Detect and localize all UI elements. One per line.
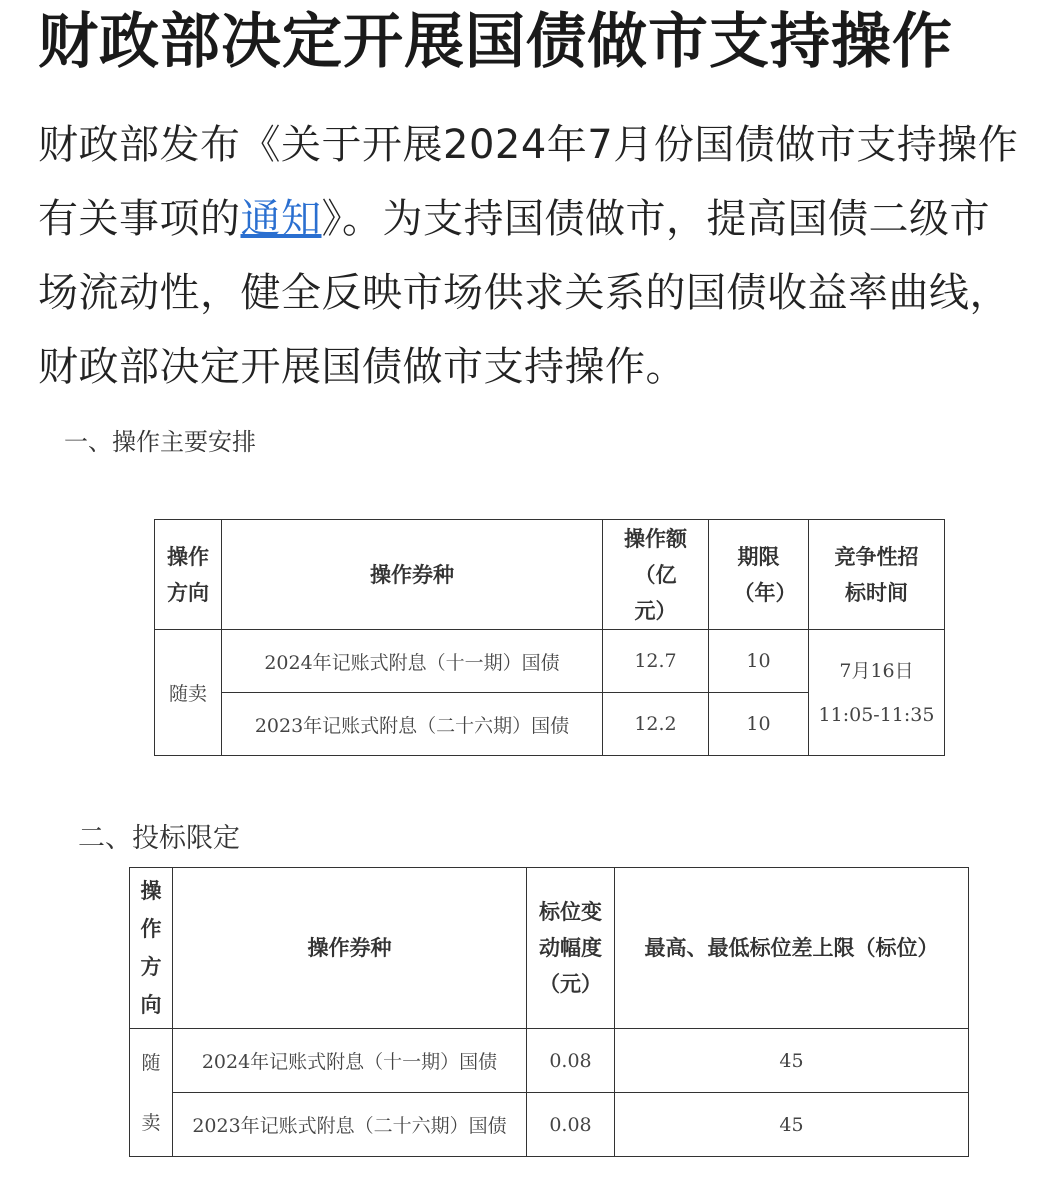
header-amount: 操作额（亿元） xyxy=(603,520,709,630)
cell-step: 0.08 xyxy=(527,1029,615,1093)
header-step: 标位变动幅度（元） xyxy=(527,868,615,1029)
header-time: 竞争性招标时间 xyxy=(809,520,945,630)
paragraph-text-start: 财政部发布《关于开展2024年7月份国债做市支持操作有关事项的 xyxy=(38,122,1019,242)
cell-bond: 2024年记账式附息（十一期）国债 xyxy=(222,630,603,693)
header-direction: 操作方向 xyxy=(155,520,222,630)
cell-bond: 2024年记账式附息（十一期）国债 xyxy=(173,1029,527,1093)
cell-amount: 12.7 xyxy=(603,630,709,693)
header-bond: 操作券种 xyxy=(173,868,527,1029)
article-title: 财政部决定开展国债做市支持操作 xyxy=(38,7,953,77)
header-bond: 操作券种 xyxy=(222,520,603,630)
bid-limits-table xyxy=(129,867,969,1157)
notice-link[interactable]: 通知 xyxy=(240,196,322,242)
table-row xyxy=(155,630,945,693)
table-header-row xyxy=(130,868,969,1029)
table-row xyxy=(130,1029,969,1093)
header-spread: 最高、最低标位差上限（标位） xyxy=(615,868,969,1029)
header-direction: 操作方向 xyxy=(130,868,173,1029)
cell-direction: 随卖 xyxy=(130,1029,173,1157)
article-paragraph xyxy=(38,108,1023,404)
cell-term: 10 xyxy=(709,693,809,756)
bid-date: 7月16日 xyxy=(839,659,914,682)
cell-step: 0.08 xyxy=(527,1093,615,1157)
operation-arrangement-table xyxy=(154,519,945,756)
table-header-row xyxy=(155,520,945,630)
section-heading-arrangement: 一、操作主要安排 xyxy=(64,428,256,456)
cell-spread: 45 xyxy=(615,1093,969,1157)
cell-bond: 2023年记账式附息（二十六期）国债 xyxy=(222,693,603,756)
section-heading-bid-limits: 二、投标限定 xyxy=(78,823,240,854)
cell-amount: 12.2 xyxy=(603,693,709,756)
cell-spread: 45 xyxy=(615,1029,969,1093)
cell-bid-time xyxy=(809,630,945,756)
table-row xyxy=(130,1093,969,1157)
bid-time-range: 11:05-11:35 xyxy=(818,703,935,726)
paragraph-text-end: 》。为支持国债做市，提高国债二级市场流动性，健全反映市场供求关系的国债收益率曲线，财政部决定开展国债做市支持操作。 xyxy=(38,196,1010,390)
cell-direction: 随卖 xyxy=(155,630,222,756)
cell-term: 10 xyxy=(709,630,809,693)
cell-bond: 2023年记账式附息（二十六期）国债 xyxy=(173,1093,527,1157)
header-term: 期限（年） xyxy=(709,520,809,630)
